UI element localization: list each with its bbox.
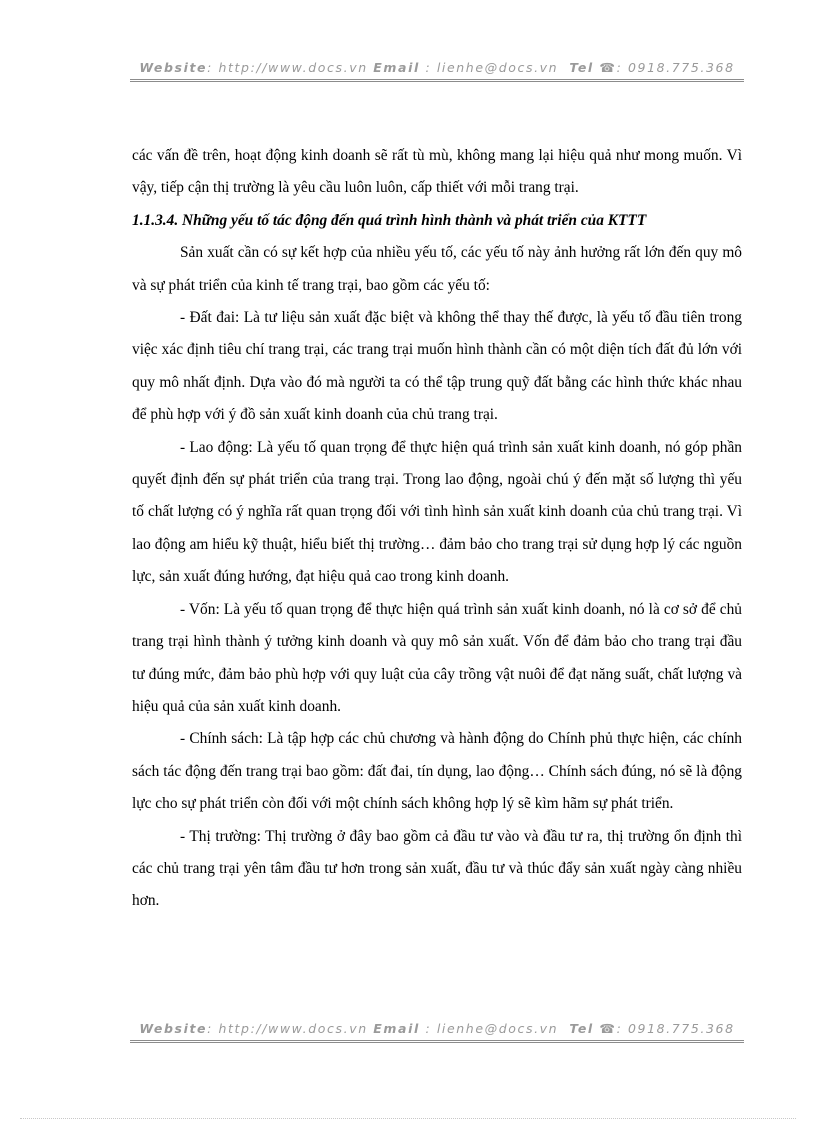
- email-label: Email: [373, 60, 420, 75]
- paragraph-labor: - Lao động: Là yếu tố quan trọng để thực hiện quá trình sản xuất kinh doanh, nó góp phần quyết định đến sự phát triển của trang trại. Trong lao động, ngoài chú ý đến mặt số lượng thì yếu tố chất lượng có ý nghĩa rất quan trọng đối với tình hình sản xuất kinh doanh của chủ trang trại. Vì lao động am hiểu kỹ thuật, hiểu biết thị trường… đảm bảo cho trang trại sử dụng hợp lý các nguồn lực, sản xuất đúng hướng, đạt hiệu quả cao trong kinh doanh.: [132, 438, 742, 586]
- website-separator: :: [207, 60, 219, 75]
- paragraph-intro: các vấn đề trên, hoạt động kinh doanh sẽ rất tù mù, không mang lại hiệu quả như mong muốn. Vì vậy, tiếp cận thị trường là yêu cầu luôn luôn, cấp thiết với mỗi trang trại.: [132, 147, 742, 197]
- website-label: Website: [139, 60, 208, 75]
- website-link[interactable]: http://www.docs.vn: [218, 60, 368, 75]
- email-separator: :: [419, 1021, 437, 1036]
- phone-icon: ☎: [599, 60, 617, 75]
- email-label: Email: [373, 1021, 420, 1036]
- paragraph-factors-intro: Sản xuất cần có sự kết hợp của nhiều yếu tố, các yếu tố này ảnh hưởng rất lớn đến quy mô và sự phát triển của kinh tế trang trại, bao gồm các yếu tố:: [132, 244, 742, 294]
- paragraph-land: - Đất đai: Là tư liệu sản xuất đặc biệt và không thể thay thế được, là yếu tố đầu tiên trong việc xác định tiêu chí trang trại, các trang trại muốn hình thành cần có một diện tích đất đủ lớn với quy mô nhất định. Dựa vào đó mà người ta có thể tập trung quỹ đất bằng các hình thức khác nhau để phù hợp với ý đồ sản xuất kinh doanh của chủ trang trại.: [132, 309, 742, 424]
- tel-value: 0918.775.368: [627, 60, 735, 75]
- paragraph-market: - Thị trường: Thị trường ở đây bao gồm cả đầu tư vào và đầu tư ra, thị trường ổn định thì các chủ trang trại yên tâm đầu tư hơn trong sản xuất, đầu tư và thúc đẩy sản xuất ngày càng nhiều hơn.: [132, 827, 742, 910]
- footer-rule: [130, 1040, 744, 1043]
- email-link[interactable]: lienhe@docs.vn: [436, 60, 559, 75]
- tel-value: 0918.775.368: [627, 1021, 735, 1036]
- website-separator: :: [207, 1021, 219, 1036]
- page-header: [130, 60, 744, 75]
- email-link[interactable]: lienhe@docs.vn: [436, 1021, 559, 1036]
- section-heading: 1.1.3.4. Những yếu tố tác động đến quá trình hình thành và phát triển của KTTT: [132, 211, 647, 229]
- paragraph-policy: - Chính sách: Là tập hợp các chủ chương và hành động do Chính phủ thực hiện, các chính sách tác động đến trang trại bao gồm: đất đai, tín dụng, lao động… Chính sách đúng, nó sẽ là động lực cho sự phát triển còn đối với một chính sách không hợp lý sẽ kìm hãm sự phát triển.: [132, 730, 742, 813]
- page-bottom-dotted-line: [20, 1118, 796, 1119]
- tel-label: Tel: [569, 60, 594, 75]
- header-rule: [130, 79, 744, 82]
- document-body: [132, 140, 742, 918]
- page-footer: [130, 1021, 744, 1036]
- tel-separator: :: [616, 1021, 628, 1036]
- paragraph-capital: - Vốn: Là yếu tố quan trọng để thực hiện quá trình sản xuất kinh doanh, nó là cơ sở để chủ trang trại hình thành ý tưởng kinh doanh và quy mô sản xuất. Vốn để đảm bảo cho trang trại đầu tư đúng mức, đảm bảo phù hợp với quy luật của cây trồng vật nuôi để đạt năng suất, chất lượng và hiệu quả của sản xuất kinh doanh.: [132, 600, 742, 715]
- tel-label: Tel: [569, 1021, 594, 1036]
- phone-icon: ☎: [599, 1021, 617, 1036]
- website-link[interactable]: http://www.docs.vn: [218, 1021, 368, 1036]
- website-label: Website: [139, 1021, 208, 1036]
- email-separator: :: [419, 60, 437, 75]
- tel-separator: :: [616, 60, 628, 75]
